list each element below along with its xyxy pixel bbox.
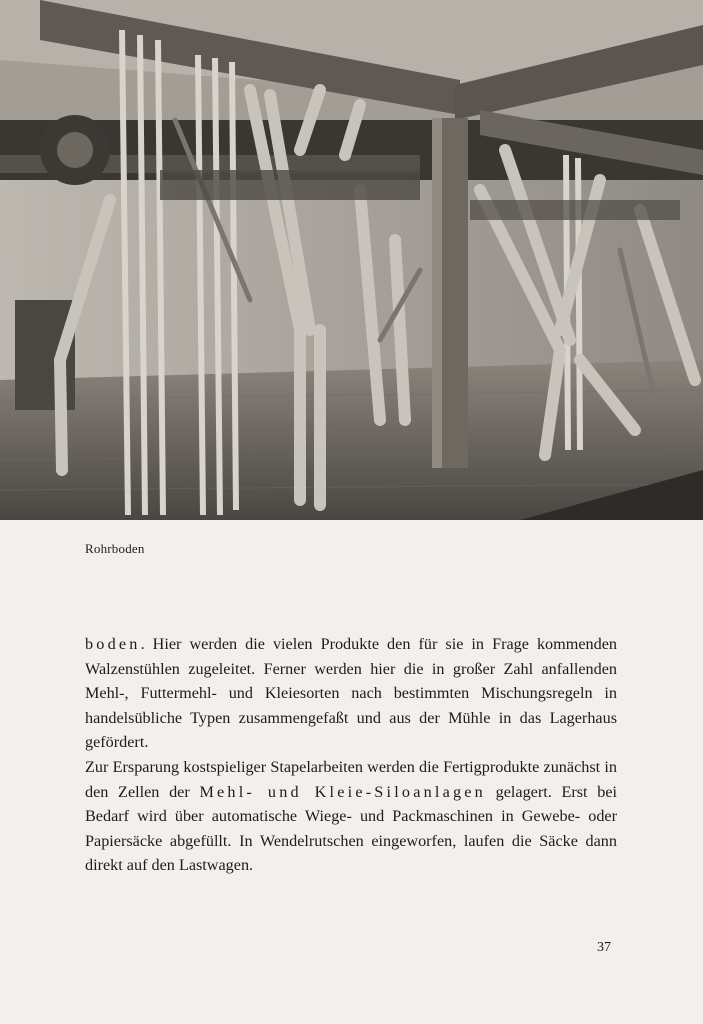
spaced-word: boden — [85, 635, 141, 653]
body-text — [85, 632, 617, 878]
paragraph-2-text-after: gelagert. Erst bei Bedarf wird über automatische Wiege- und Packmaschinen in Gewebe- oder Papiersäcke abgefüllt. In Wendelrutschen eingeworfen, laufen die Säcke dann direkt auf den Lastwagen. — [85, 782, 618, 875]
page-number: 37 — [597, 940, 611, 955]
paragraph-2-text-before: Zur Ersparung kostspieliger Stapelarbeiten werden die Fertigprodukte zunächst in den Zellen der — [85, 757, 617, 801]
photo-caption: Rohrboden — [85, 541, 145, 556]
paragraph-1-text: . Hier werden die vielen Produkte den für sie in Frage kommenden Walzenstühlen zugeleitet. Ferner werden hier die in großer Zahl anfallenden Mehl-, Futtermehl- und Kleiesorten nach bestimmten Mischungsregeln in handelsübliche Typen zusammengefaßt und aus der Mühle in das Lagerhaus gefördert. — [85, 635, 617, 752]
paragraph-2 — [85, 755, 617, 878]
spaced-phrase: Mehl- und Kleie-Siloanlagen — [199, 782, 486, 801]
paragraph-1 — [85, 632, 617, 755]
